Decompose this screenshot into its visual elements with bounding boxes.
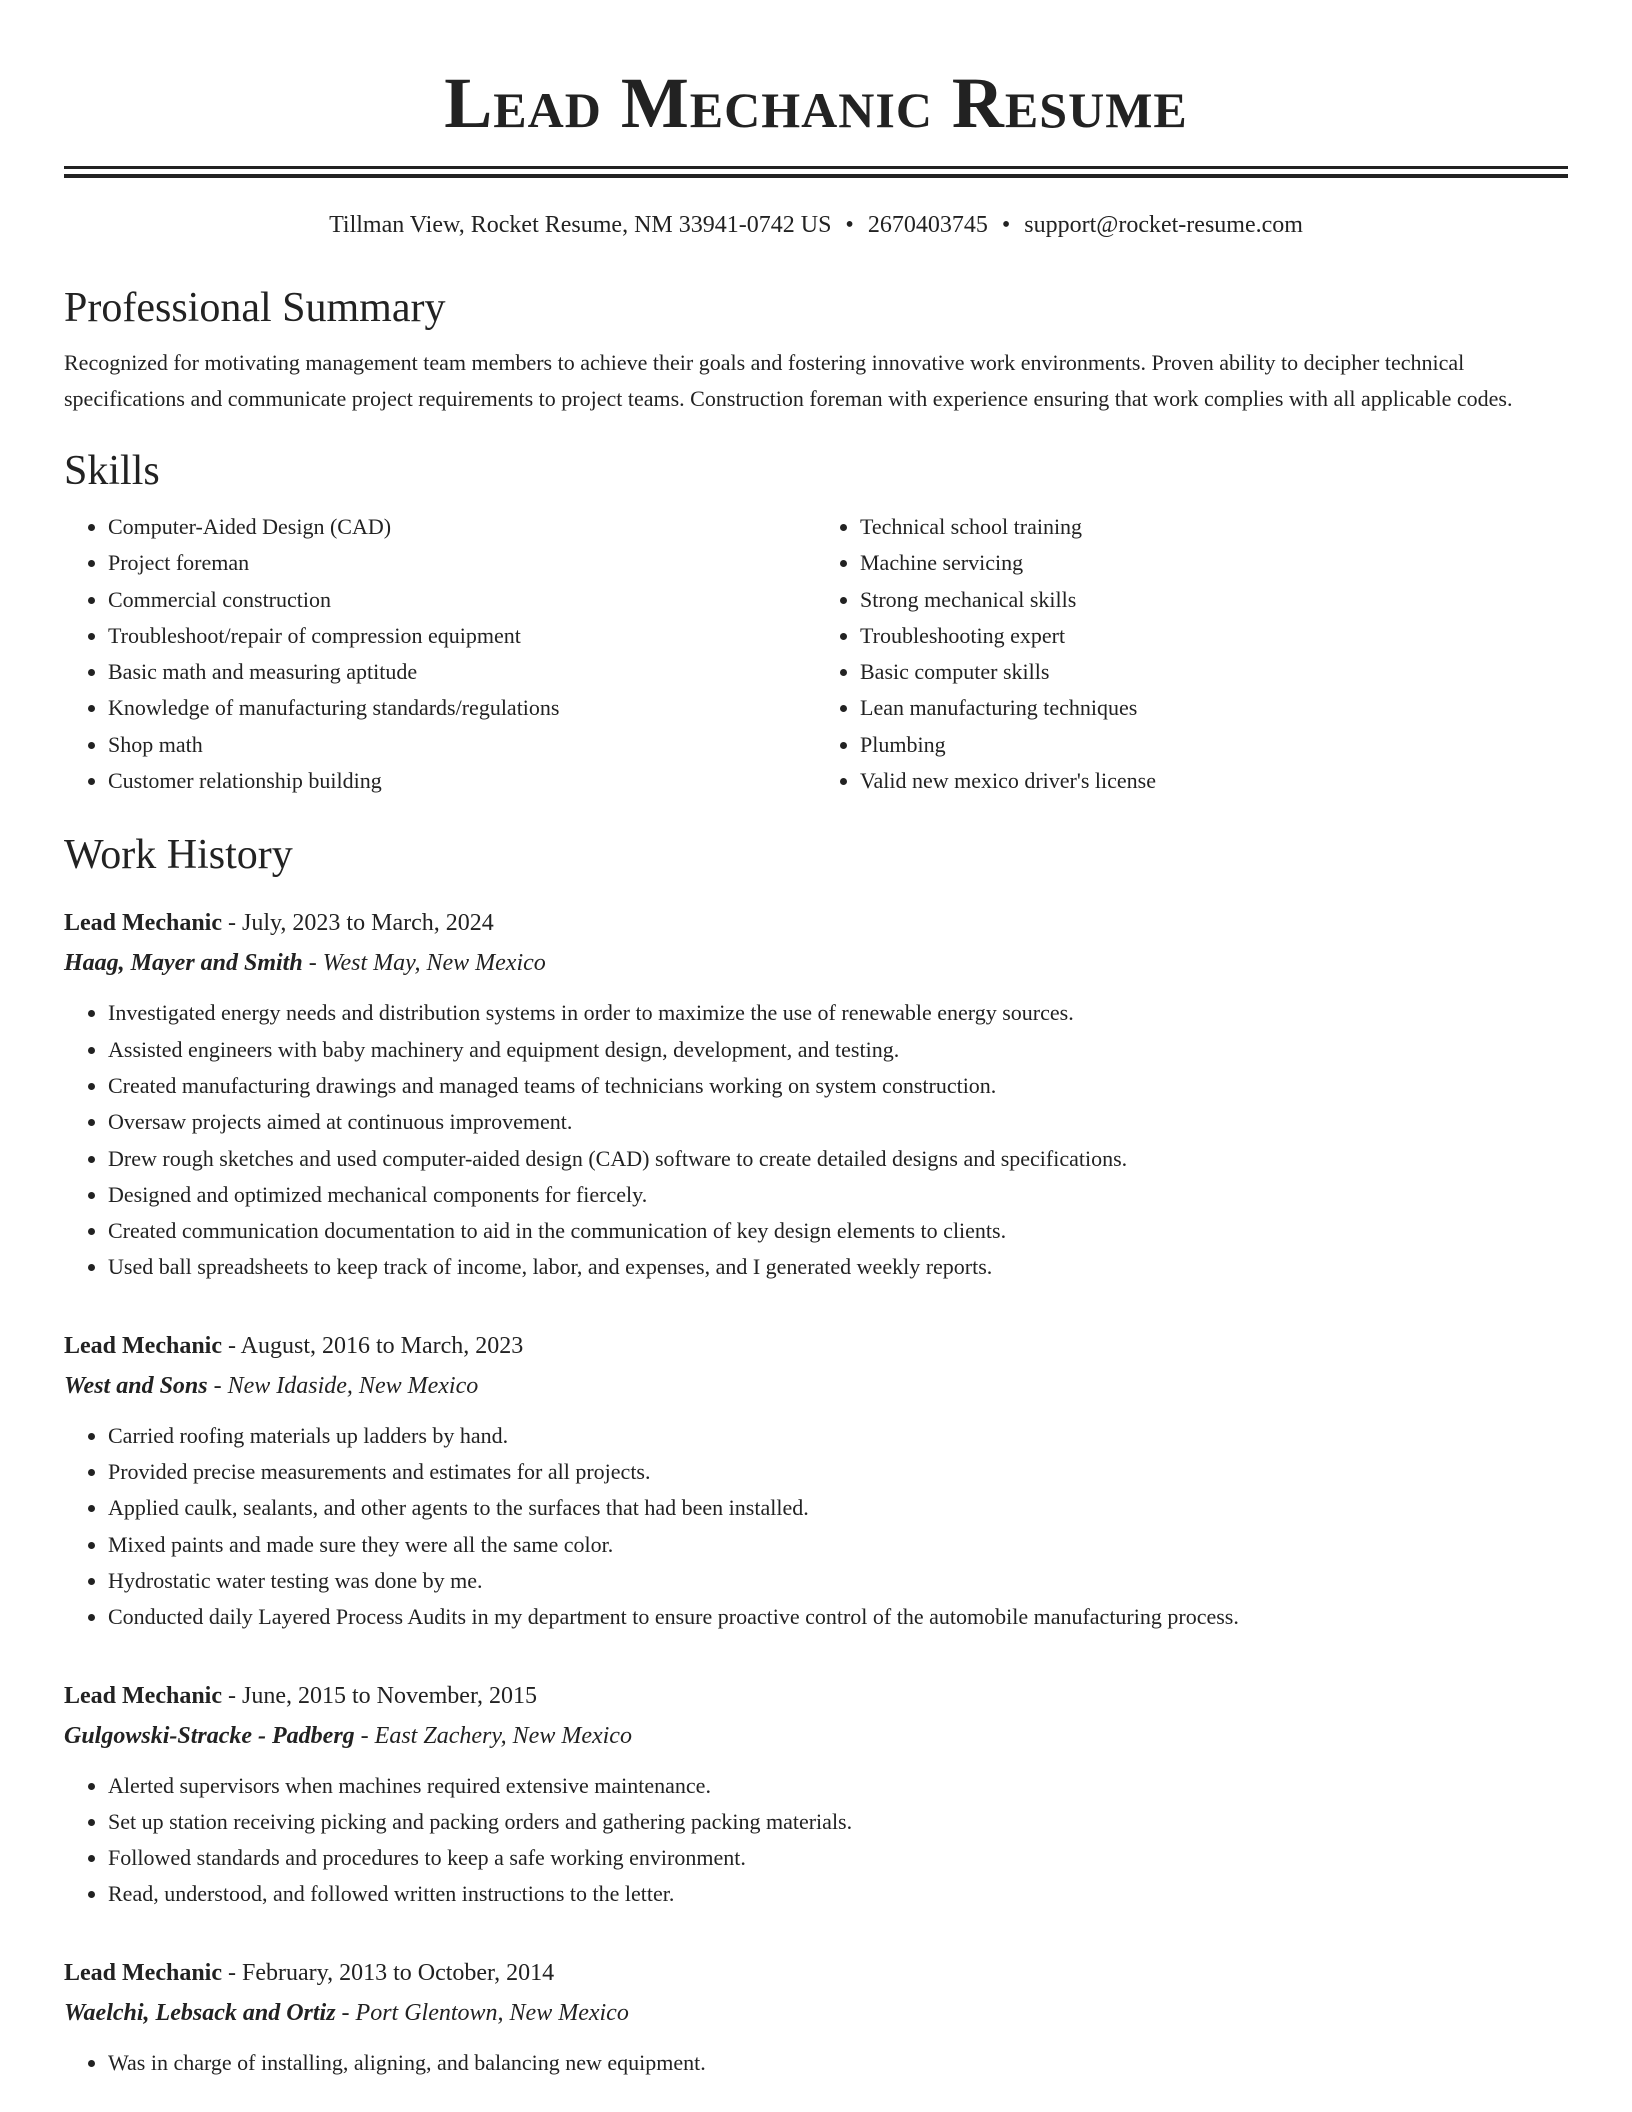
duty-item: • Used ball spreadsheets to keep track of income, labor, and expenses, and I generated weekly reports.	[108, 1249, 1568, 1285]
duty-item: • Followed standards and procedures to keep a safe working environment.	[108, 1840, 1568, 1876]
job-title-line: Lead Mechanic - February, 2013 to October, 2014	[64, 1959, 555, 1986]
job-duties	[64, 2045, 1568, 2081]
job-entry	[64, 1326, 1568, 1636]
job-location: Port Glentown, New Mexico	[355, 1999, 629, 2026]
summary-heading: Professional Summary	[64, 285, 446, 331]
skills-column-right	[816, 509, 1568, 799]
skill-item: • Lean manufacturing techniques	[860, 690, 1568, 726]
job-company-line: Haag, Mayer and Smith - West May, New Mexico	[64, 950, 546, 977]
skill-item: • Machine servicing	[860, 545, 1568, 581]
contact-line	[64, 210, 1568, 240]
skill-item: • Strong mechanical skills	[860, 582, 1568, 618]
skill-item: • Customer relationship building	[108, 763, 816, 799]
duty-item: • Carried roofing materials up ladders by hand.	[108, 1418, 1568, 1454]
skill-item: • Technical school training	[860, 509, 1568, 545]
job-location: East Zachery, New Mexico	[374, 1722, 632, 1749]
skill-item: • Basic computer skills	[860, 654, 1568, 690]
job-company: West and Sons	[64, 1372, 208, 1399]
duty-item: • Created communication documentation to aid in the communication of key design elements to clients.	[108, 1213, 1568, 1249]
job-duties	[64, 995, 1568, 1285]
contact-email: support@rocket-resume.com	[1024, 212, 1303, 238]
job-role: Lead Mechanic	[64, 910, 222, 937]
job-location: New Idaside, New Mexico	[227, 1372, 479, 1399]
skill-item: • Troubleshooting expert	[860, 618, 1568, 654]
duty-item: • Conducted daily Layered Process Audits in my department to ensure proactive control of the automobile manufacturing process.	[108, 1599, 1568, 1635]
job-role: Lead Mechanic	[64, 1682, 222, 1709]
duty-item: • Hydrostatic water testing was done by me.	[108, 1563, 1568, 1599]
skill-item: • Knowledge of manufacturing standards/regulations	[108, 690, 816, 726]
job-company-line: West and Sons - New Idaside, New Mexico	[64, 1372, 479, 1399]
job-duties	[64, 1768, 1568, 1913]
job-duties	[64, 1418, 1568, 1636]
duty-item: • Applied caulk, sealants, and other agents to the surfaces that had been installed.	[108, 1490, 1568, 1526]
job-dates: June, 2015 to November, 2015	[241, 1682, 537, 1709]
duty-item: • Drew rough sketches and used computer-aided design (CAD) software to create detailed designs and specifications.	[108, 1141, 1568, 1177]
work-history-heading: Work History	[64, 832, 293, 879]
duty-item: • Mixed paints and made sure they were all the same color.	[108, 1527, 1568, 1563]
skill-item: • Basic math and measuring aptitude	[108, 654, 816, 690]
skills-column-left	[64, 509, 816, 799]
skill-item: • Plumbing	[860, 727, 1568, 763]
title-rule-top	[64, 166, 1568, 169]
job-company: Waelchi, Lebsack and Ortiz	[64, 1999, 336, 2026]
skill-item: • Computer-Aided Design (CAD)	[108, 509, 816, 545]
contact-phone: 2670403745	[867, 212, 988, 238]
duty-item: • Oversaw projects aimed at continuous improvement.	[108, 1104, 1568, 1140]
job-entry	[64, 903, 1568, 1285]
job-company: Gulgowski-Stracke - Padberg	[64, 1722, 355, 1749]
job-dates: February, 2013 to October, 2014	[241, 1959, 555, 1986]
job-company-line: Waelchi, Lebsack and Ortiz - Port Glentown, New Mexico	[64, 1999, 629, 2026]
job-entry	[64, 1676, 1568, 1913]
duty-item: • Provided precise measurements and estimates for all projects.	[108, 1454, 1568, 1490]
resume-title: Lead Mechanic Resume	[444, 63, 1188, 143]
contact-separator: •	[1001, 212, 1011, 238]
skill-item: • Project foreman	[108, 545, 816, 581]
skills-list	[64, 509, 1568, 799]
job-title-line: Lead Mechanic - August, 2016 to March, 2023	[64, 1332, 524, 1359]
duty-item: • Read, understood, and followed written instructions to the letter.	[108, 1876, 1568, 1912]
job-title-line: Lead Mechanic - June, 2015 to November, 2015	[64, 1682, 537, 1709]
resume-page	[64, 0, 1568, 2081]
duty-item: • Designed and optimized mechanical components for fiercely.	[108, 1177, 1568, 1213]
duty-item: • Alerted supervisors when machines required extensive maintenance.	[108, 1768, 1568, 1804]
contact-separator: •	[845, 212, 854, 238]
job-role: Lead Mechanic	[64, 1959, 222, 1986]
job-dates: July, 2023 to March, 2024	[241, 910, 494, 937]
job-title-line: Lead Mechanic - July, 2023 to March, 2024	[64, 910, 494, 937]
duty-item: • Created manufacturing drawings and managed teams of technicians working on system construction.	[108, 1068, 1568, 1104]
skill-item: • Commercial construction	[108, 582, 816, 618]
skill-item: • Troubleshoot/repair of compression equipment	[108, 618, 816, 654]
duty-item: • Was in charge of installing, aligning, and balancing new equipment.	[108, 2045, 1568, 2081]
job-entry	[64, 1953, 1568, 2081]
skill-item: • Valid new mexico driver's license	[860, 763, 1568, 799]
duty-item: • Investigated energy needs and distribution systems in order to maximize the use of renewable energy sources.	[108, 995, 1568, 1031]
job-company-line: Gulgowski-Stracke - Padberg - East Zachery, New Mexico	[64, 1722, 632, 1749]
job-dates: August, 2016 to March, 2023	[240, 1332, 524, 1359]
skill-item: • Shop math	[108, 727, 816, 763]
duty-item: • Assisted engineers with baby machinery and equipment design, development, and testing.	[108, 1032, 1568, 1068]
skills-heading: Skills	[64, 448, 160, 494]
duty-item: • Set up station receiving picking and packing orders and gathering packing materials.	[108, 1804, 1568, 1840]
contact-address: Tillman View, Rocket Resume, NM 33941-0742 US	[329, 212, 832, 238]
job-company: Haag, Mayer and Smith	[64, 950, 303, 977]
summary-text: Recognized for motivating management team members to achieve their goals and fostering innovative work environments. Proven ability to decipher technical specifications and communicate project requirements to project teams. Construction foreman with experience ensuring that work complies with all applicable codes.	[64, 350, 1513, 411]
job-role: Lead Mechanic	[64, 1332, 222, 1359]
job-location: West May, New Mexico	[322, 950, 546, 977]
title-rule-bottom	[64, 174, 1568, 178]
